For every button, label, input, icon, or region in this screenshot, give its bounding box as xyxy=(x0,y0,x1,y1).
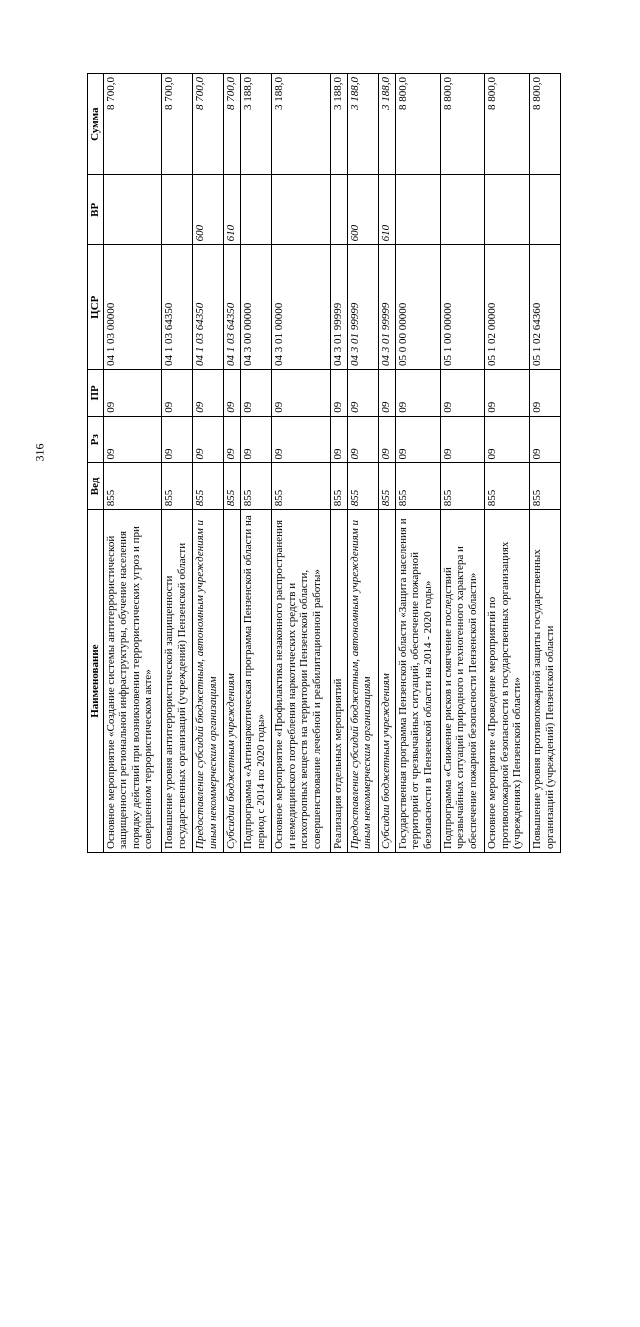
budget-table xyxy=(87,73,561,853)
cell-ved: 855 xyxy=(395,463,440,510)
cell-rz: 09 xyxy=(378,416,395,463)
cell-vr xyxy=(530,175,561,245)
cell-vr: 600 xyxy=(193,175,224,245)
cell-rz: 09 xyxy=(223,416,240,463)
cell-csr: 05 1 02 64360 xyxy=(530,245,561,370)
cell-sum: 8 700,0 xyxy=(193,74,224,175)
cell-sum: 8 800,0 xyxy=(440,74,485,175)
cell-name: Повышение уровня противопожарной защиты государственных организаций (учреждений) Пензенской области xyxy=(530,510,561,853)
cell-rz: 09 xyxy=(241,416,272,463)
cell-rz: 09 xyxy=(330,416,347,463)
rotated-table-host xyxy=(87,77,640,1327)
cell-rz: 09 xyxy=(530,416,561,463)
cell-name: Государственная программа Пензенской области «Защита населения и территорий от чрезвычайных ситуаций, обеспечение пожарной безопасности в Пензенской области на 2014 - 2020 годы» xyxy=(395,510,440,853)
cell-vr xyxy=(485,175,530,245)
cell-sum: 3 188,0 xyxy=(347,74,378,175)
header-vr: ВР xyxy=(88,175,104,245)
cell-vr xyxy=(272,175,331,245)
page-number xyxy=(30,0,50,905)
cell-rz: 09 xyxy=(272,416,331,463)
cell-name: Предоставление субсидий бюджетным, автономным учреждениям и иным некоммерческим организациям xyxy=(347,510,378,853)
table-row xyxy=(530,74,561,853)
cell-pr: 09 xyxy=(530,370,561,417)
header-csr: ЦСР xyxy=(88,245,104,370)
cell-vr xyxy=(330,175,347,245)
cell-name: Подпрограмма «Снижение рисков и смягчение последствий чрезвычайных ситуаций природного и техногенного характера и обеспечение пожарной безопасности Пензенской области» xyxy=(440,510,485,853)
cell-name: Основное мероприятие «Создание системы антитеррористической защищенности региональной инфраструктуры, обучение населения порядку действий при возникновении террористических угроз и при совершенном террористическом акте» xyxy=(103,510,162,853)
cell-csr: 04 3 01 99999 xyxy=(330,245,347,370)
cell-pr: 09 xyxy=(193,370,224,417)
cell-pr: 09 xyxy=(485,370,530,417)
cell-sum: 8 700,0 xyxy=(162,74,193,175)
table-row xyxy=(193,74,224,853)
cell-ved: 855 xyxy=(440,463,485,510)
cell-vr xyxy=(440,175,485,245)
table-row xyxy=(330,74,347,853)
cell-name: Реализация отдельных мероприятий xyxy=(330,510,347,853)
cell-csr: 05 0 00 00000 xyxy=(395,245,440,370)
cell-sum: 8 700,0 xyxy=(103,74,162,175)
cell-pr: 09 xyxy=(241,370,272,417)
table-row xyxy=(162,74,193,853)
table-row xyxy=(395,74,440,853)
cell-pr: 09 xyxy=(347,370,378,417)
table-row xyxy=(485,74,530,853)
table-row xyxy=(272,74,331,853)
table-row xyxy=(241,74,272,853)
cell-csr: 04 1 03 64350 xyxy=(223,245,240,370)
cell-sum: 3 188,0 xyxy=(378,74,395,175)
cell-ved: 855 xyxy=(162,463,193,510)
cell-rz: 09 xyxy=(193,416,224,463)
header-sum: Сумма xyxy=(88,74,104,175)
cell-sum: 8 800,0 xyxy=(485,74,530,175)
cell-csr: 04 1 03 00000 xyxy=(103,245,162,370)
cell-rz: 09 xyxy=(162,416,193,463)
table-header-row xyxy=(88,74,104,853)
header-rz: Рз xyxy=(88,416,104,463)
cell-sum: 8 800,0 xyxy=(530,74,561,175)
cell-rz: 09 xyxy=(395,416,440,463)
cell-rz: 09 xyxy=(103,416,162,463)
cell-sum: 8 700,0 xyxy=(223,74,240,175)
cell-ved: 855 xyxy=(223,463,240,510)
cell-pr: 09 xyxy=(162,370,193,417)
cell-rz: 09 xyxy=(440,416,485,463)
cell-csr: 04 1 03 64350 xyxy=(193,245,224,370)
cell-csr: 04 1 03 64350 xyxy=(162,245,193,370)
cell-ved: 855 xyxy=(485,463,530,510)
cell-pr: 09 xyxy=(103,370,162,417)
cell-ved: 855 xyxy=(193,463,224,510)
cell-csr: 05 1 02 00000 xyxy=(485,245,530,370)
cell-name: Повышение уровня антитеррористической защищенности государственных организаций (учреждений) Пензенской области xyxy=(162,510,193,853)
cell-sum: 3 188,0 xyxy=(272,74,331,175)
cell-pr: 09 xyxy=(272,370,331,417)
cell-vr xyxy=(103,175,162,245)
cell-ved: 855 xyxy=(103,463,162,510)
cell-vr xyxy=(241,175,272,245)
cell-csr: 04 3 00 00000 xyxy=(241,245,272,370)
cell-ved: 855 xyxy=(241,463,272,510)
cell-ved: 855 xyxy=(272,463,331,510)
table-row xyxy=(103,74,162,853)
cell-name: Субсидии бюджетным учреждениям xyxy=(223,510,240,853)
rotated-table-wrapper xyxy=(87,73,561,853)
cell-vr xyxy=(395,175,440,245)
cell-vr: 610 xyxy=(378,175,395,245)
cell-sum: 3 188,0 xyxy=(330,74,347,175)
cell-sum: 3 188,0 xyxy=(241,74,272,175)
cell-name: Основное мероприятие «Проведение мероприятий по противопожарной безопасности в государственных организациях (учреждениях) Пензенской области» xyxy=(485,510,530,853)
cell-pr: 09 xyxy=(330,370,347,417)
cell-pr: 09 xyxy=(395,370,440,417)
cell-csr: 04 3 01 99999 xyxy=(347,245,378,370)
cell-name: Предоставление субсидий бюджетным, автономным учреждениям и иным некоммерческим организациям xyxy=(193,510,224,853)
cell-csr: 04 3 01 99999 xyxy=(378,245,395,370)
table-body xyxy=(103,74,561,853)
cell-ved: 855 xyxy=(378,463,395,510)
cell-name: Субсидии бюджетным учреждениям xyxy=(378,510,395,853)
cell-csr: 05 1 00 00000 xyxy=(440,245,485,370)
cell-vr: 610 xyxy=(223,175,240,245)
table-row xyxy=(440,74,485,853)
cell-rz: 09 xyxy=(485,416,530,463)
header-ved: Вед xyxy=(88,463,104,510)
cell-ved: 855 xyxy=(347,463,378,510)
cell-sum: 8 800,0 xyxy=(395,74,440,175)
cell-name: Подпрограмма «Антинаркотическая программа Пензенской области на период с 2014 по 2020 годы» xyxy=(241,510,272,853)
cell-vr xyxy=(162,175,193,245)
cell-pr: 09 xyxy=(440,370,485,417)
cell-vr: 600 xyxy=(347,175,378,245)
table-row xyxy=(378,74,395,853)
cell-pr: 09 xyxy=(223,370,240,417)
cell-pr: 09 xyxy=(378,370,395,417)
header-name: Наименование xyxy=(88,510,104,853)
table-row xyxy=(223,74,240,853)
cell-csr: 04 3 01 00000 xyxy=(272,245,331,370)
cell-rz: 09 xyxy=(347,416,378,463)
cell-name: Основное мероприятие «Профилактика незаконного распространения и немедицинского потребления наркотических средств и психотропных веществ на территории Пензенской области, совершенствование лечебной и реабилитационной работы» xyxy=(272,510,331,853)
cell-ved: 855 xyxy=(530,463,561,510)
table-row xyxy=(347,74,378,853)
page-number-text: 316 xyxy=(32,443,47,462)
header-pr: ПР xyxy=(88,370,104,417)
cell-ved: 855 xyxy=(330,463,347,510)
